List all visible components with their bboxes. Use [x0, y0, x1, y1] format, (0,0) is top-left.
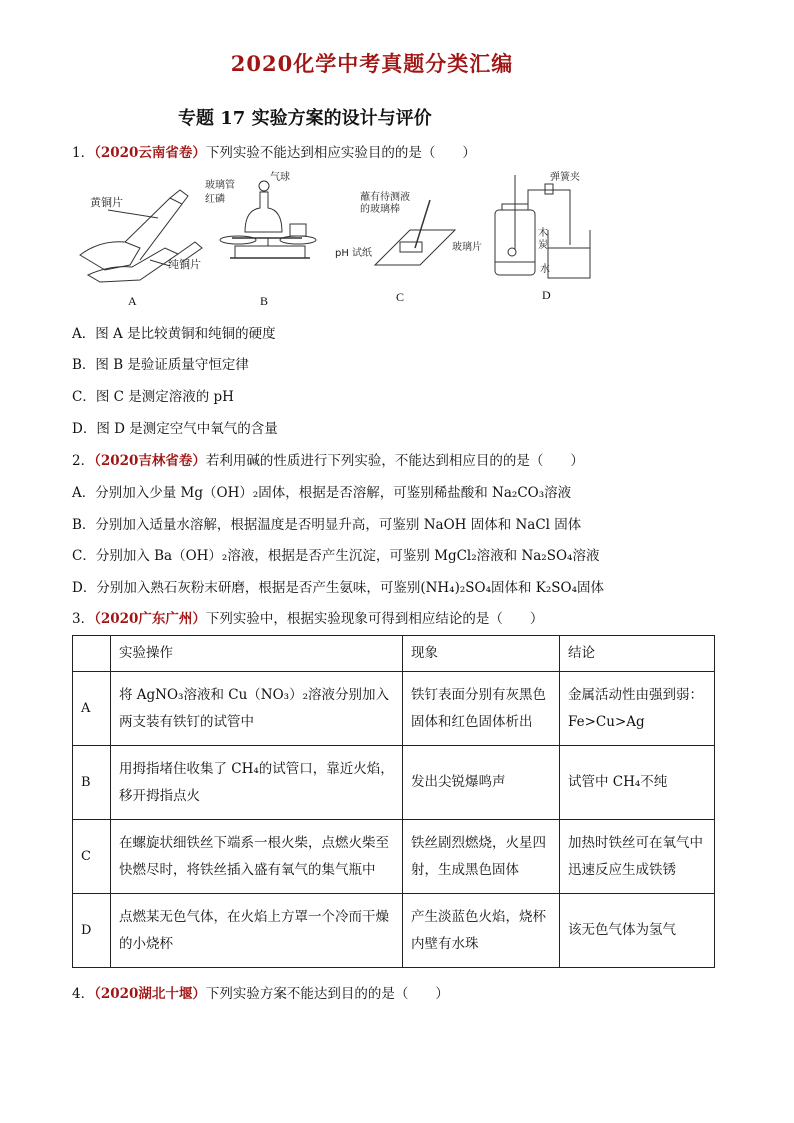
table-cell: 铁丝剧烈燃烧，火星四射，生成黑色固体: [403, 820, 560, 894]
table-header-cell: 实验操作: [111, 636, 403, 672]
q2-option-b: B．分别加入适量水溶解，根据温度是否明显升高，可鉴别 NaOH 固体和 NaCl 固体: [72, 517, 582, 533]
section-subtitle: 专题 17 实验方案的设计与评价: [178, 108, 432, 129]
table-header-row: [73, 636, 715, 672]
question-3-stem: [72, 610, 543, 628]
table-cell: B: [73, 746, 111, 820]
question-text: 下列实验不能达到相应实验目的的是（ ）: [205, 145, 476, 161]
table-cell: 在螺旋状细铁丝下端系一根火柴，点燃火柴至快燃尽时，将铁丝插入盛有氧气的集气瓶中: [111, 820, 403, 894]
question-number: 4．: [72, 986, 95, 1002]
table-cell: C: [73, 820, 111, 894]
table-cell: 加热时铁丝可在氧气中迅速反应生成铁锈: [560, 820, 715, 894]
question-number: 2．: [72, 453, 95, 469]
figure-label-a: A: [128, 294, 137, 308]
table-row: [73, 820, 715, 894]
label-chuntong: 纯铜片: [168, 258, 201, 271]
table-cell: 金属活动性由强到弱：Fe>Cu>Ag: [560, 672, 715, 746]
label-tanhuang: 弹簧夹: [550, 172, 580, 183]
question-source: （2020吉林省卷）: [94, 453, 206, 469]
q1-option-a: A．图 A 是比较黄铜和纯铜的硬度: [72, 326, 276, 342]
question-source: （2020广东广州）: [94, 611, 206, 627]
label-bolipian: 玻璃片: [452, 242, 482, 253]
question-text: 下列实验中，根据实验现象可得到相应结论的是（ ）: [205, 611, 544, 627]
question-1-stem: [72, 144, 476, 162]
table-cell: 点燃某无色气体，在火焰上方罩一个冷而干燥的小烧杯: [111, 894, 403, 968]
q1-option-d: D．图 D 是测定空气中氧气的含量: [72, 421, 278, 437]
label-zhanyou: 蘸有待测液: [360, 192, 410, 203]
label-hongling: 红磷: [205, 194, 225, 205]
label-huangtong: 黄铜片: [90, 196, 123, 209]
table-cell: A: [73, 672, 111, 746]
table-header-cell: 结论: [560, 636, 715, 672]
question-2-stem: [72, 452, 584, 470]
label-zhanyou2: 的玻璃棒: [360, 204, 400, 215]
label-mutan: 木: [538, 228, 548, 239]
table-cell: 产生淡蓝色火焰，烧杯内壁有水珠: [403, 894, 560, 968]
label-mutan2: 炭: [538, 240, 548, 251]
table-cell: 将 AgNO₃溶液和 Cu（NO₃）₂溶液分别加入两支装有铁钉的试管中: [111, 672, 403, 746]
table-cell: 试管中 CH₄不纯: [560, 746, 715, 820]
question-source: （2020云南省卷）: [94, 145, 206, 161]
figure-label-b: B: [260, 294, 269, 308]
question-text: 下列实验方案不能达到目的的是（ ）: [205, 986, 449, 1002]
question-text: 若利用碱的性质进行下列实验，不能达到相应目的的是（ ）: [205, 453, 584, 469]
question-source: （2020湖北十堰）: [94, 986, 206, 1002]
table-cell: 发出尖锐爆鸣声: [403, 746, 560, 820]
label-qiqiu: 气球: [270, 172, 290, 183]
table-cell: 铁钉表面分别有灰黑色固体和红色固体析出: [403, 672, 560, 746]
experiment-table: [72, 635, 715, 968]
table-header-cell: [73, 636, 111, 672]
table-cell: 该无色气体为氢气: [560, 894, 715, 968]
document-title: 2020化学中考真题分类汇编: [230, 51, 514, 76]
label-shui: 水: [540, 264, 550, 275]
question-4-stem: [72, 985, 449, 1003]
question-number: 1．: [72, 145, 95, 161]
figure-b-drawing: [220, 181, 316, 258]
q2-option-d: D．分别加入熟石灰粉末研磨，根据是否产生氨味，可鉴别(NH₄)₂SO₄固体和 K₂SO₄固体: [72, 580, 605, 596]
table-cell: 用拇指堵住收集了 CH₄的试管口，靠近火焰，移开拇指点火: [111, 746, 403, 820]
label-boliguan: 玻璃管: [205, 180, 235, 191]
table-row: [73, 672, 715, 746]
table-row: [73, 894, 715, 968]
q1-option-c: C．图 C 是测定溶液的 pH: [72, 389, 234, 405]
figure-label-d: D: [542, 288, 551, 302]
figure-label-c: C: [396, 290, 405, 304]
table-header-cell: 现象: [403, 636, 560, 672]
table-cell: D: [73, 894, 111, 968]
q2-option-a: A．分别加入少量 Mg（OH）₂固体，根据是否溶解，可鉴别稀盐酸和 Na₂CO₃溶液: [72, 485, 572, 501]
apparatus-diagram: [70, 170, 670, 310]
question-number: 3．: [72, 611, 95, 627]
q1-figures: [70, 170, 670, 310]
figure-d-drawing: [495, 175, 590, 278]
table-row: [73, 746, 715, 820]
label-ph: pH 试纸: [335, 248, 373, 259]
q2-option-c: C．分别加入 Ba（OH）₂溶液，根据是否产生沉淀，可鉴别 MgCl₂溶液和 Na₂SO₄溶液: [72, 548, 600, 564]
q1-option-b: B．图 B 是验证质量守恒定律: [72, 357, 249, 373]
